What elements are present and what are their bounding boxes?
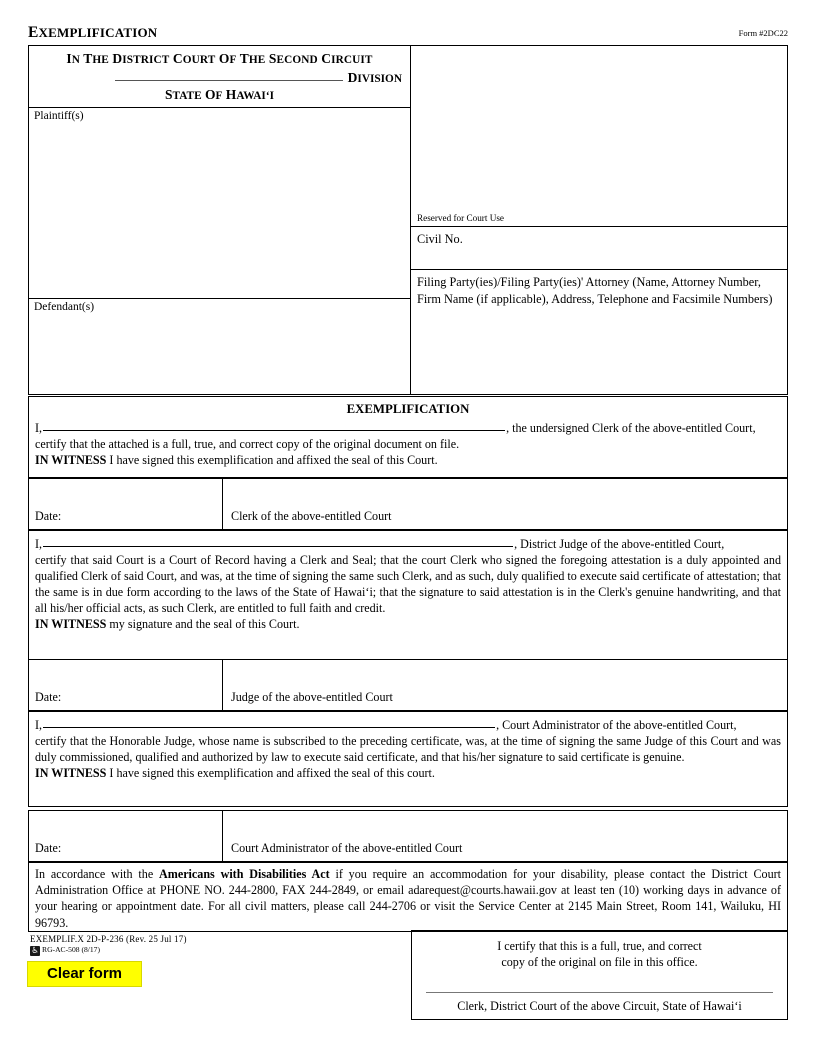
clerk-witness-bold: IN WITNESS <box>35 453 107 468</box>
clerk-date-field[interactable] <box>29 479 223 529</box>
judge-name-line <box>35 535 781 552</box>
plaintiff-field[interactable] <box>28 107 411 299</box>
clerk-witness-rest: I have signed this exemplification and affixed the seal of this Court. <box>106 453 438 468</box>
ada-lead-text: In accordance with the <box>35 867 160 881</box>
judge-witness-bold: IN WITNESS <box>35 617 107 632</box>
exemplification-title: EXEMPLIFICATION <box>346 402 470 416</box>
court-name-line: IN THE DISTRICT COURT OF THE SECOND CIRCUIT <box>66 51 373 66</box>
administrator-date-label: Date: <box>35 841 62 855</box>
clerk-name-input[interactable] <box>43 419 505 431</box>
administrator-witness-bold: IN WITNESS <box>35 766 107 781</box>
form-number-label: Form #2DC22 <box>738 28 788 38</box>
clerk-name-line <box>35 419 781 436</box>
filing-party-label: Filing Party(ies)/Filing Party(ies)' Attorney (Name, Attorney Number, Firm Name (if applicable), Address, Telephone and Facsimile Numbers) <box>417 275 773 306</box>
ada-rest-text: if you require an accommodation for your disability, please contact the District Court Administration Office at PHONE NO. 244-2800, FAX 244-2849, or email adarequest@courts.hawaii.gov at least ten (10) working days in advance of your hearing or appointment date. For all civil matters, please call 244-2706 or visit the Service Center at 2145 Main Street, Room 141, Wailuku, HI 96793. <box>35 867 781 930</box>
accessibility-code-line <box>30 945 187 956</box>
accessibility-code-text: RG-AC-508 (8/17) <box>42 945 101 955</box>
judge-witness-line <box>35 616 781 632</box>
judge-signature-field[interactable] <box>223 660 787 710</box>
division-label: DIVISION <box>347 70 402 85</box>
caption-right-column <box>411 45 788 395</box>
wheelchair-icon: ♿ <box>31 946 39 957</box>
certification-line-1: I certify that this is a full, true, and correct <box>497 939 702 953</box>
clerk-line-suffix: , the undersigned Clerk of the above-entitled Court, <box>506 421 756 436</box>
clerk-signature-label: Clerk of the above-entitled Court <box>231 509 392 523</box>
civil-number-label: Civil No. <box>417 232 463 246</box>
clerk-witness-line <box>35 452 781 468</box>
civil-number-field[interactable] <box>411 226 788 270</box>
administrator-witness-rest: I have signed this exemplification and affixed the seal of this court. <box>106 766 435 781</box>
clerk-certification-stamp-box <box>411 930 788 1020</box>
filing-party-field[interactable] <box>411 269 788 395</box>
reserved-for-court-use-box <box>411 45 788 227</box>
ada-notice <box>28 862 788 932</box>
administrator-signature-field[interactable] <box>223 811 787 861</box>
ada-act-name: Americans with Disabilities Act <box>159 867 330 881</box>
judge-i-prefix: I, <box>35 537 43 551</box>
administrator-body-text: certify that the Honorable Judge, whose name is subscribed to the preceding certificate, was, at the time of signing the same Judge of this Court and was duly commissioned, qualified and authorized by law to execute said certificate, and that his/her signature to said certificate is genuine. <box>35 734 781 765</box>
clerk-signature-row <box>28 478 788 530</box>
administrator-date-field[interactable] <box>29 811 223 861</box>
plaintiff-label: Plaintiff(s) <box>34 110 84 122</box>
clerk-date-label: Date: <box>35 509 62 523</box>
page-title: EXEMPLIFICATION <box>28 24 158 41</box>
judge-signature-label: Judge of the above-entitled Court <box>231 690 393 704</box>
division-line <box>29 69 410 86</box>
administrator-name-line <box>35 716 781 733</box>
reserved-label: Reserved for Court Use <box>417 213 505 223</box>
administrator-i-prefix: I, <box>35 718 43 732</box>
administrator-line-suffix: , Court Administrator of the above-entitled Court, <box>496 718 737 732</box>
administrator-witness-line <box>35 765 781 781</box>
clerk-i-prefix: I, <box>35 421 43 436</box>
judge-date-label: Date: <box>35 690 62 704</box>
certification-text <box>412 938 787 971</box>
judge-certification-section <box>28 530 788 660</box>
judge-signature-row <box>28 659 788 711</box>
defendant-label: Defendant(s) <box>34 301 95 313</box>
certification-signature-rule <box>426 992 773 993</box>
administrator-name-input[interactable] <box>43 716 495 728</box>
caption-left-column <box>28 45 413 395</box>
footer-form-codes <box>30 933 187 956</box>
form-code-line: EXEMPLIF.X 2D-P-236 (Rev. 25 Jul 17) <box>30 934 187 944</box>
administrator-signature-row <box>28 810 788 862</box>
case-caption <box>28 45 788 395</box>
administrator-signature-label: Court Administrator of the above-entitled Court <box>231 841 463 855</box>
defendant-field[interactable] <box>28 298 411 395</box>
certification-line-2: copy of the original on file in this office. <box>501 955 698 970</box>
court-heading-box <box>28 45 411 108</box>
judge-line-suffix: , District Judge of the above-entitled Court, <box>514 537 725 551</box>
division-blank-line[interactable] <box>115 69 343 81</box>
state-line: STATE OF HAWAIʻI <box>165 87 274 102</box>
clerk-body-text: certify that the attached is a full, true, and correct copy of the original document on file. <box>35 437 460 452</box>
administrator-certification-section <box>28 711 788 807</box>
clerk-certification-section <box>28 396 788 478</box>
clerk-signature-field[interactable] <box>223 479 787 529</box>
page-header <box>28 24 788 44</box>
judge-witness-rest: my signature and the seal of this Court. <box>106 617 300 632</box>
judge-body-text: certify that said Court is a Court of Record having a Clerk and Seal; that the court Clerk who signed the foregoing attestation is a duly appointed and qualified Clerk of said Court, and was, at the time of signing the same such Clerk, and as such, duly qualified to execute said certificate of attestation; that the same is in due form according to the laws of the State of Hawaiʻi; that the signature to said attestation is in the Clerk's genuine handwriting, and that all his/her official acts, as such Clerk, are entitled to full faith and credit. <box>35 553 781 616</box>
clear-form-button[interactable]: Clear form <box>27 961 142 987</box>
judge-date-field[interactable] <box>29 660 223 710</box>
certification-signature-label: Clerk, District Court of the above Circuit, State of Hawaiʻi <box>457 999 742 1013</box>
judge-name-input[interactable] <box>43 535 513 547</box>
